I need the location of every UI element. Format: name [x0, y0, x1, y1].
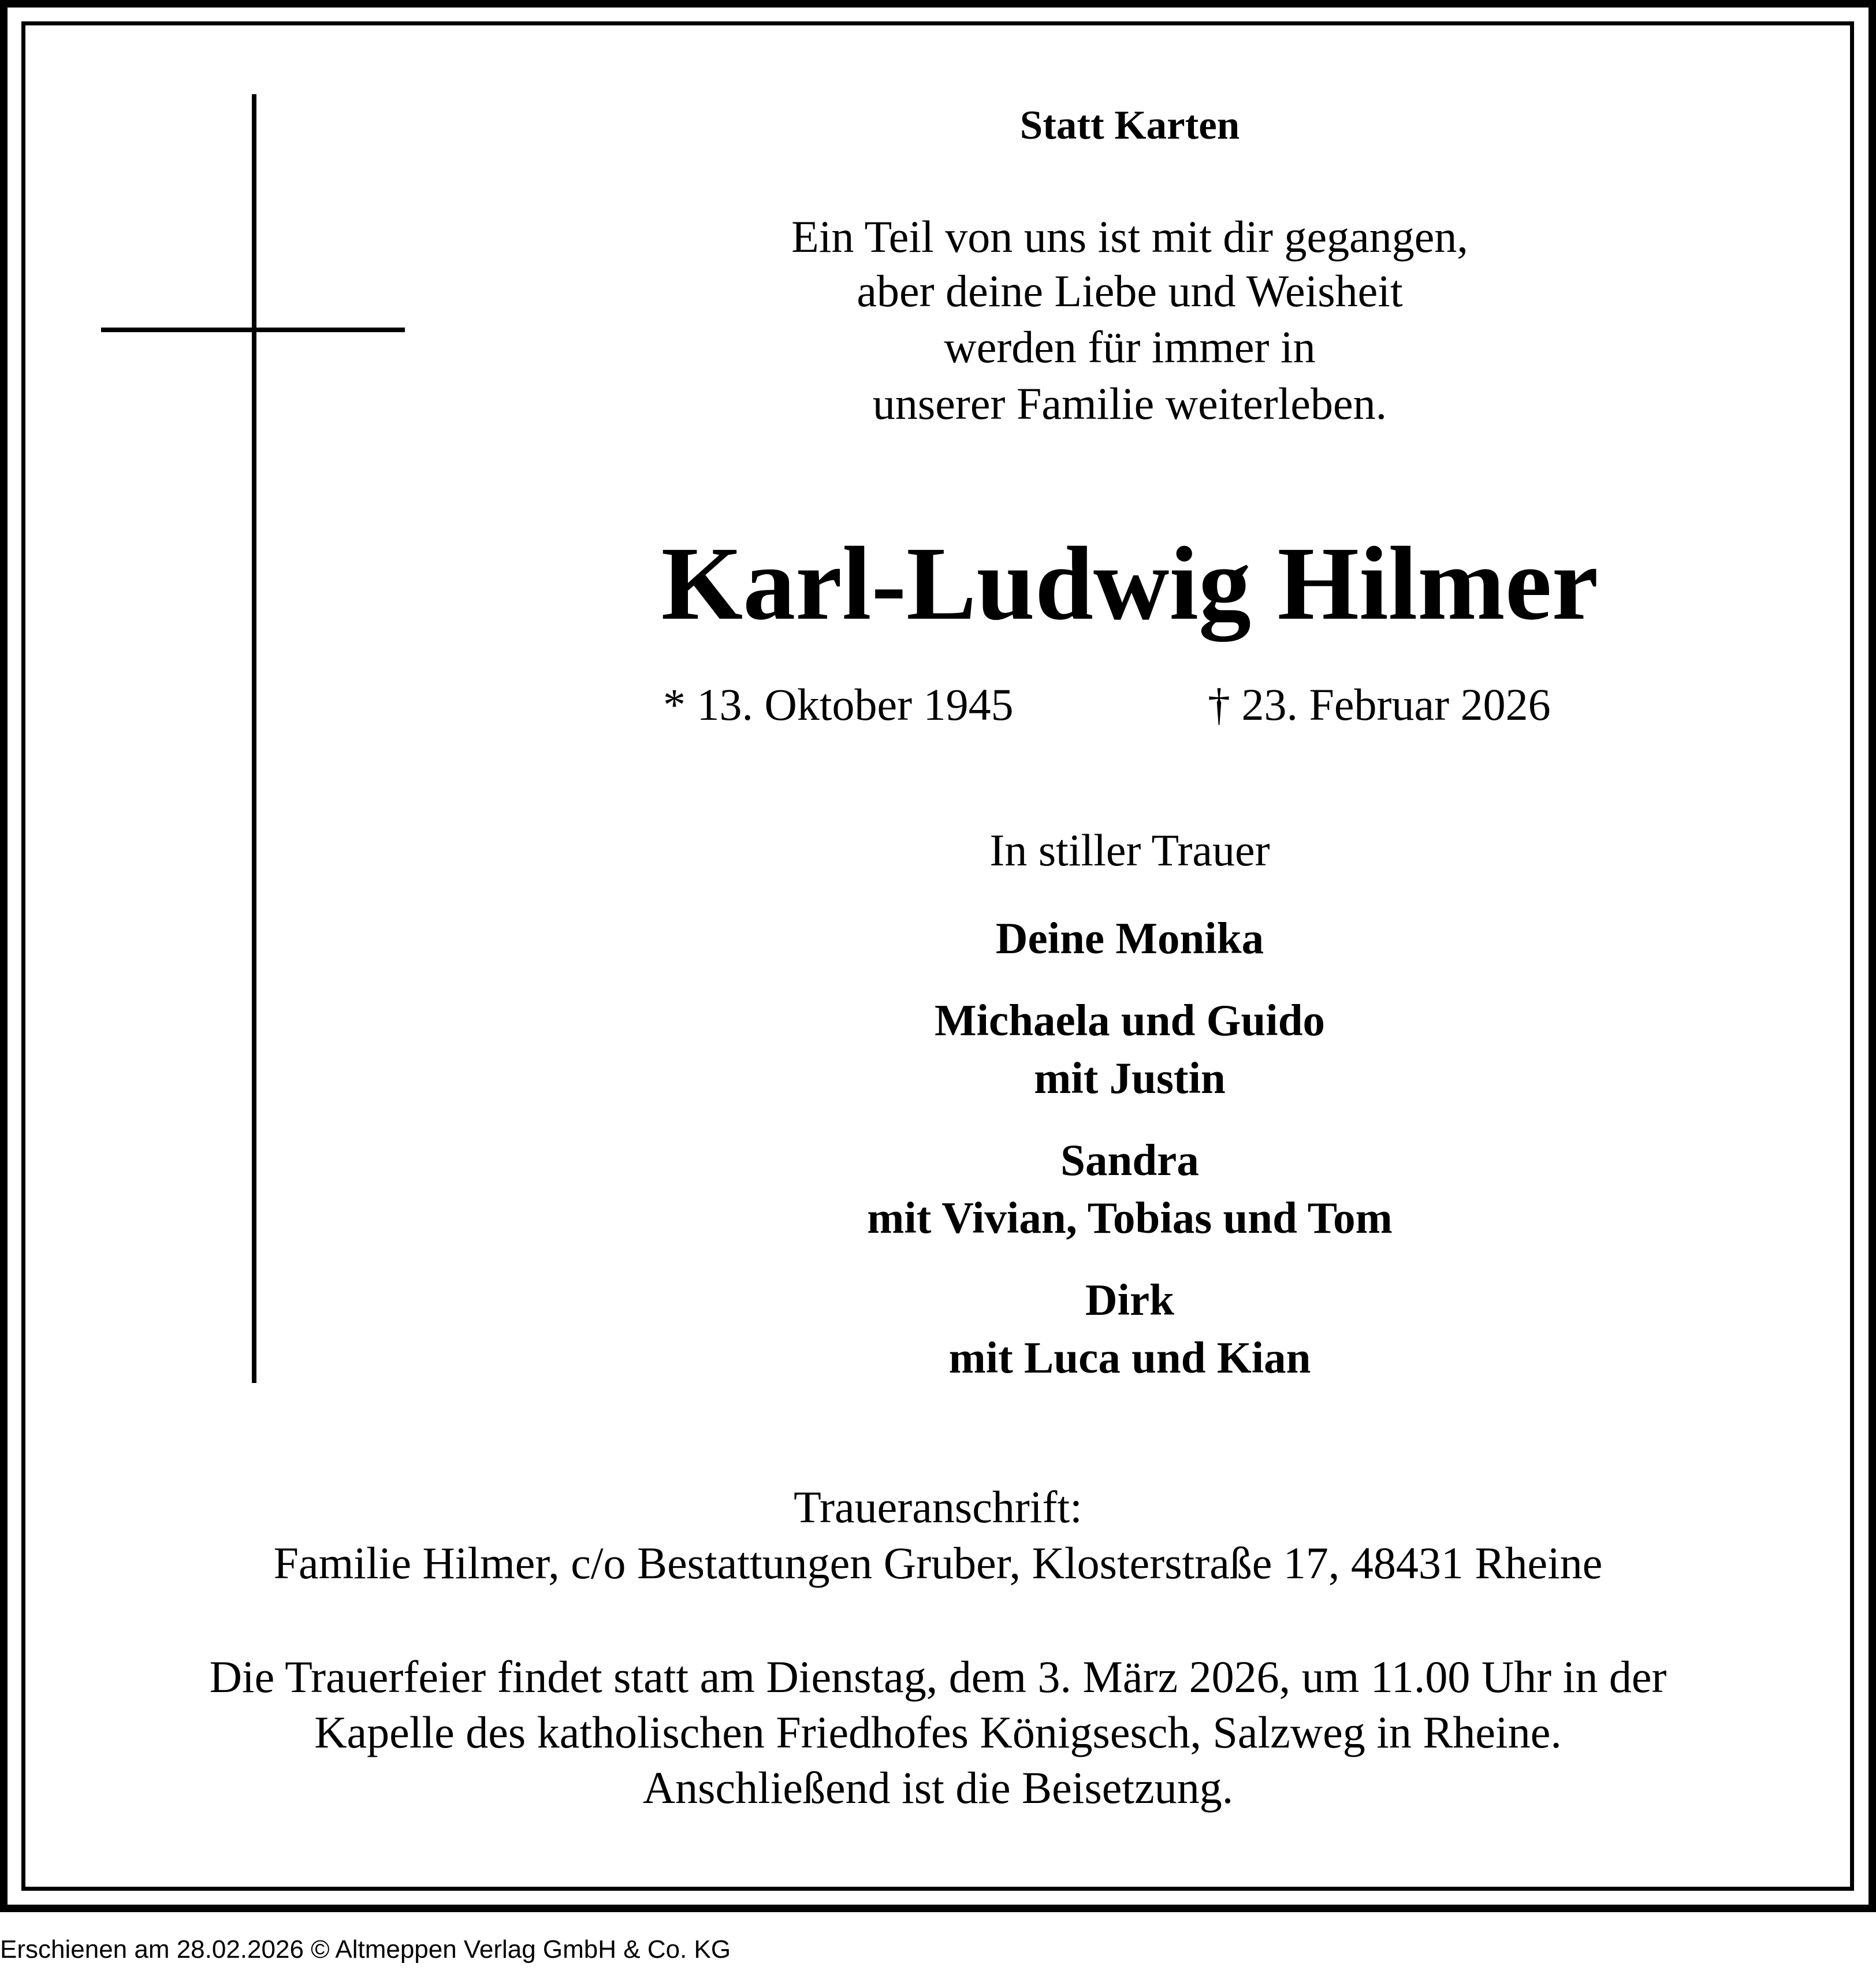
- mourner-line: Deine Monika: [995, 913, 1264, 963]
- verse-line: aber deine Liebe und Weisheit: [857, 266, 1403, 316]
- deceased-name: Karl-Ludwig Hilmer: [661, 526, 1599, 642]
- mourner-line: Michaela und Guido: [934, 995, 1326, 1045]
- address-text: Familie Hilmer, c/o Bestattungen Gruber, Klosterstraße 17, 48431 Rheine: [273, 1538, 1603, 1588]
- mourner-line: mit Justin: [1034, 1053, 1226, 1103]
- mourner-line: Dirk: [1085, 1275, 1174, 1325]
- mourner-line: mit Luca und Kian: [948, 1333, 1311, 1382]
- verse-line: unserer Familie weiterleben.: [872, 378, 1387, 429]
- birth-date: * 13. Oktober 1945: [663, 679, 1014, 730]
- address-label: Traueranschrift:: [794, 1482, 1082, 1532]
- mourner-line: mit Vivian, Tobias und Tom: [867, 1193, 1393, 1243]
- service-line: Anschließend ist die Beisetzung.: [642, 1763, 1234, 1813]
- service-line: Die Trauerfeier findet statt am Dienstag, dem 3. März 2026, um 11.00 Uhr in der: [209, 1652, 1667, 1702]
- cross-horizontal-bar: [101, 328, 405, 332]
- verse-line: Ein Teil von uns ist mit dir gegangen,: [791, 211, 1468, 262]
- mourning-phrase: In stiller Trauer: [989, 825, 1270, 875]
- cross-vertical-bar: [252, 94, 256, 1383]
- service-line: Kapelle des katholischen Friedhofes Königsesch, Salzweg in Rheine.: [314, 1707, 1562, 1757]
- publication-note: Erschienen am 28.02.2026 © Altmeppen Verlag GmbH & Co. KG: [0, 1935, 731, 1964]
- life-dates: [0, 679, 1876, 734]
- mourner-line: Sandra: [1060, 1135, 1199, 1185]
- notice-heading: Statt Karten: [1019, 103, 1240, 148]
- verse-line: werden für immer in: [944, 322, 1316, 372]
- death-date: † 23. Februar 2026: [1208, 679, 1551, 730]
